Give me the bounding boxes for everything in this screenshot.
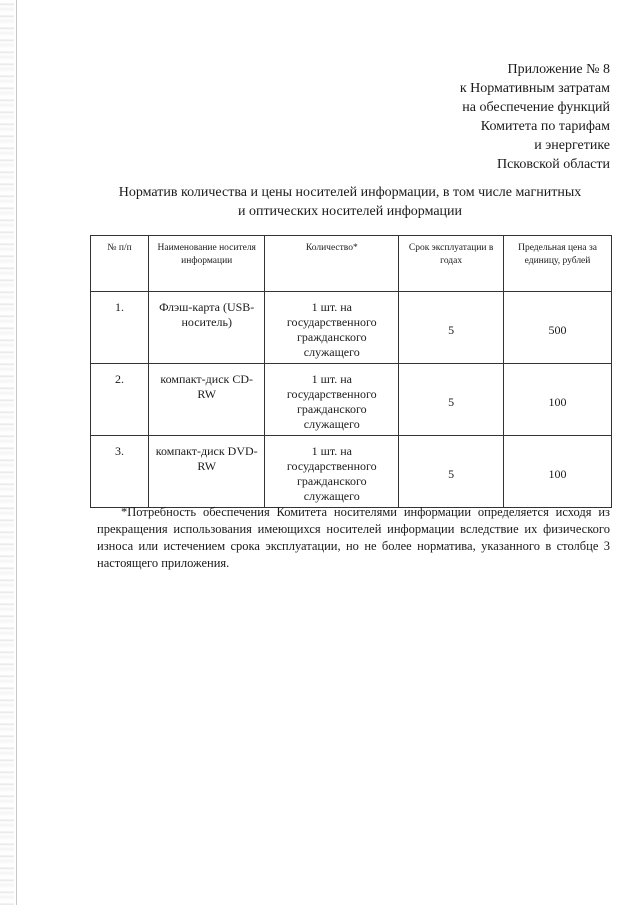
row-number: 1. — [91, 292, 149, 364]
column-header: Количество* — [265, 236, 399, 292]
service-life: 5 — [399, 292, 504, 364]
column-header: № п/п — [91, 236, 149, 292]
header-line: Комитета по тарифам — [480, 119, 610, 134]
appendix-header — [460, 60, 610, 174]
document-title — [90, 183, 610, 221]
header-line: Приложение № 8 — [507, 62, 610, 77]
row-number: 3. — [91, 436, 149, 508]
column-header: Срок эксплуатации в годах — [399, 236, 504, 292]
service-life: 5 — [399, 436, 504, 508]
max-price: 100 — [504, 436, 612, 508]
title-line-2: и оптических носителей информации — [237, 204, 463, 219]
table-row — [91, 292, 612, 364]
quantity: 1 шт. на государственного гражданского служащего — [265, 436, 399, 508]
media-name: компакт-диск CD-RW — [149, 364, 265, 436]
media-name: Флэш-карта (USB-носитель) — [149, 292, 265, 364]
table-header-row — [91, 236, 612, 292]
title-line-1: Норматив количества и цены носителей информации, в том числе магнитных — [118, 185, 582, 200]
scan-edge-line — [16, 0, 17, 905]
table-row — [91, 436, 612, 508]
row-number: 2. — [91, 364, 149, 436]
table-row — [91, 364, 612, 436]
header-line: Псковской области — [496, 157, 610, 172]
header-line: на обеспечение функций — [462, 100, 610, 115]
column-header: Наименование носителя информации — [149, 236, 265, 292]
quantity: 1 шт. на государственного гражданского служащего — [265, 292, 399, 364]
header-line: и энергетике — [534, 138, 610, 153]
column-header: Предельная цена за единицу, рублей — [504, 236, 612, 292]
quantity: 1 шт. на государственного гражданского служащего — [265, 364, 399, 436]
service-life: 5 — [399, 364, 504, 436]
norms-table — [90, 235, 612, 508]
max-price: 100 — [504, 364, 612, 436]
header-line: к Нормативным затратам — [459, 81, 610, 96]
scan-edge-noise — [0, 0, 14, 905]
media-name: компакт-диск DVD-RW — [149, 436, 265, 508]
max-price: 500 — [504, 292, 612, 364]
footnote: *Потребность обеспечения Комитета носителями информации определяется исходя из прекращения использования имеющихся носителей информации вследствие их физического износа или истечением срока эксплуатации, но не более норматива, указанного в столбце 3 настоящего приложения. — [97, 505, 610, 570]
